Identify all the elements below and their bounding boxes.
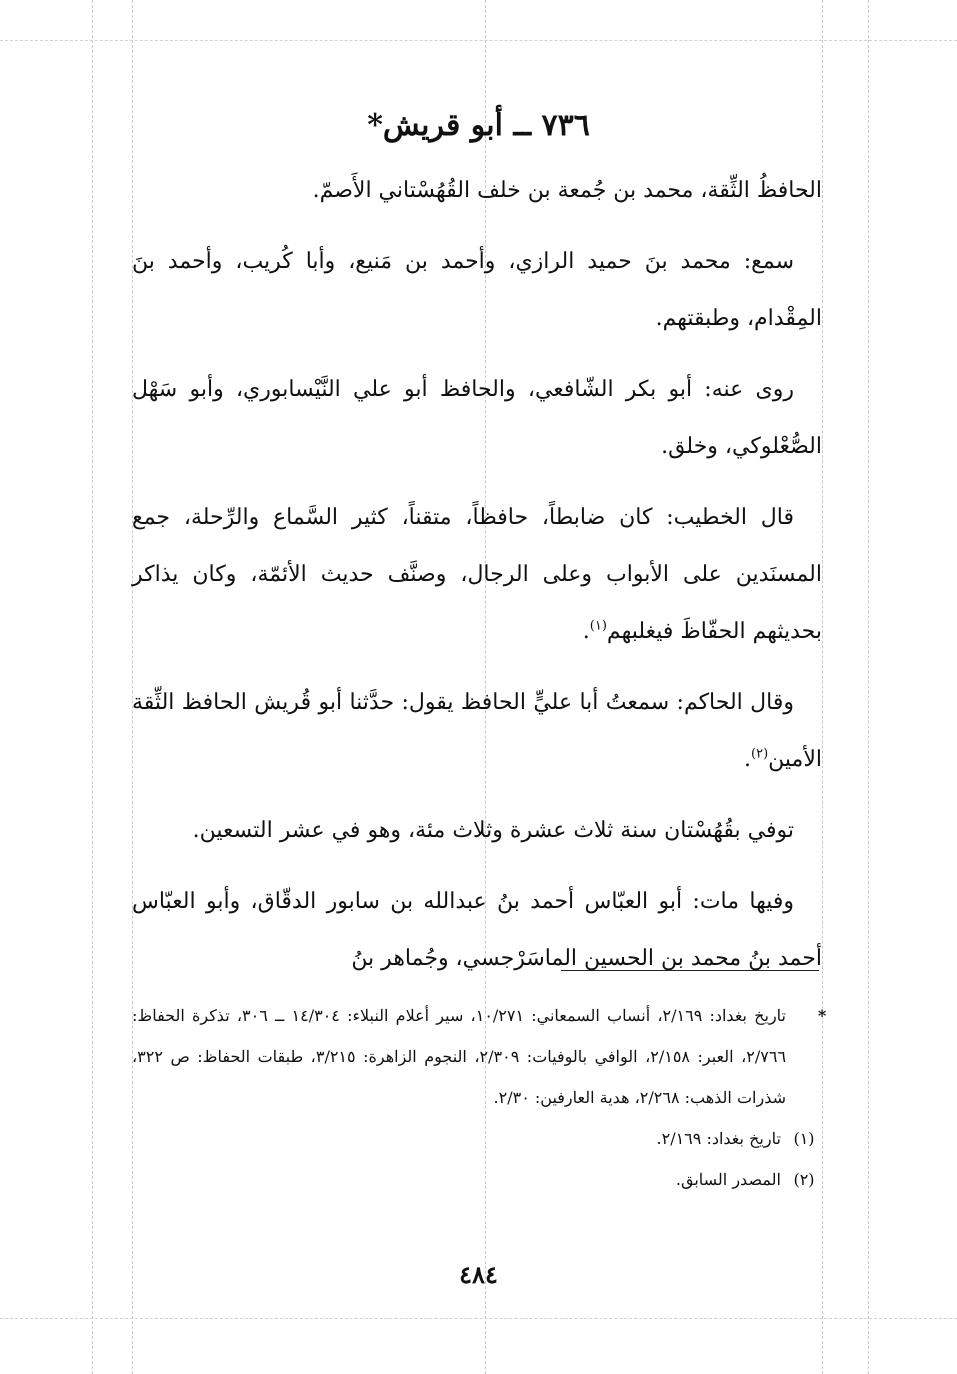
footnote-marker: (١): [793, 1129, 815, 1148]
footnote-text: المصدر السابق.: [675, 1170, 781, 1189]
end-mark: .: [582, 619, 590, 644]
footnote-star-marker: *: [817, 1006, 827, 1025]
footnote-text: تاريخ بغداد: ٢/١٦٩، أنساب السمعاني: ١٠/٢٧١، سير أعلام النبلاء: ١٤/٣٠٤ ــ ٣٠٦، تذكرة الحفاظ: ٢/٧٦٦، العبر: ٢/١٥٨، الوافي بالوفيات: ٢/٣٠٩، النجوم الزاهرة: ٣/٢١٥، طبقات الحفاظ: ص ٣٢٢، شذرات الذهب: ٢/٢٦٨، هدية العارفين: ٢/٣٠.: [132, 1006, 787, 1107]
footnote-sources: [132, 995, 827, 1118]
page-number: ٤٨٤: [459, 1260, 498, 1289]
paragraph-text: قال الخطيب: كان ضابطاً، حافظاً، متقناً، كثير السَّماع والرِّحلة، جمع المسنَدين على الأبواب وعلى الرجال، وصنَّف حديث الأئمّة، وكان يذاكر بحديثهم الحفّاظَ فيغلبهم: [132, 505, 822, 644]
scan-guide-line: [868, 0, 869, 1374]
scan-guide-line: [822, 0, 823, 1374]
entry-paragraph: توفي بقُهُسْتان سنة ثلاث عشرة وثلاث مئة، وهو في عشر التسعين.: [192, 818, 794, 843]
scan-guide-line: [92, 0, 93, 1374]
entry-paragraph: [132, 674, 822, 788]
footnote-marker: (٢): [793, 1170, 815, 1189]
footnote-item: [132, 1118, 822, 1159]
scan-guide-line: [0, 1318, 957, 1319]
entry-title: ٧٣٦ ــ أبو قريش*: [367, 108, 590, 143]
entry-body: [132, 162, 822, 1001]
entry-paragraph: روى عنه: أبو بكر الشّافعي، والحافظ أبو علي النَّيْسابوري، وأبو سَهْل الصُّعْلوكي، وخلق.: [132, 377, 822, 459]
entry-paragraph: سمع: محمد بنَ حميد الرازي، وأحمد بن مَنيع، وأبا كُريب، وأحمد بنَ المِقْدام، وطبقتهم.: [132, 249, 822, 331]
entry-paragraph: الحافظُ الثِّقة، محمد بن جُمعة بن خلف القُهُسْتاني الأَصمّ.: [312, 178, 822, 203]
footnote-item: [132, 1159, 822, 1200]
footnote-text: تاريخ بغداد: ٢/١٦٩.: [656, 1129, 781, 1148]
note-reference: (٢): [751, 746, 769, 762]
footnote-separator: [561, 970, 819, 971]
end-mark: .: [744, 747, 752, 772]
paragraph-text: وقال الحاكم: سمعتُ أبا عليٍّ الحافظ يقول: حدَّثنا أبو قُريش الحافظ الثِّقة الأمين: [132, 690, 822, 772]
scan-guide-line: [0, 40, 957, 41]
footnotes: [132, 995, 827, 1200]
note-reference: (١): [589, 618, 607, 634]
entry-paragraph: [132, 489, 822, 660]
entry-paragraph: وفيها مات: أبو العبّاس أحمد بنُ عبدالله بن سابور الدقّاق، وأبو العبّاس أحمد بنُ محمد بن الحسين الماسَرْجسي، وجُماهر بنُ: [132, 889, 822, 971]
